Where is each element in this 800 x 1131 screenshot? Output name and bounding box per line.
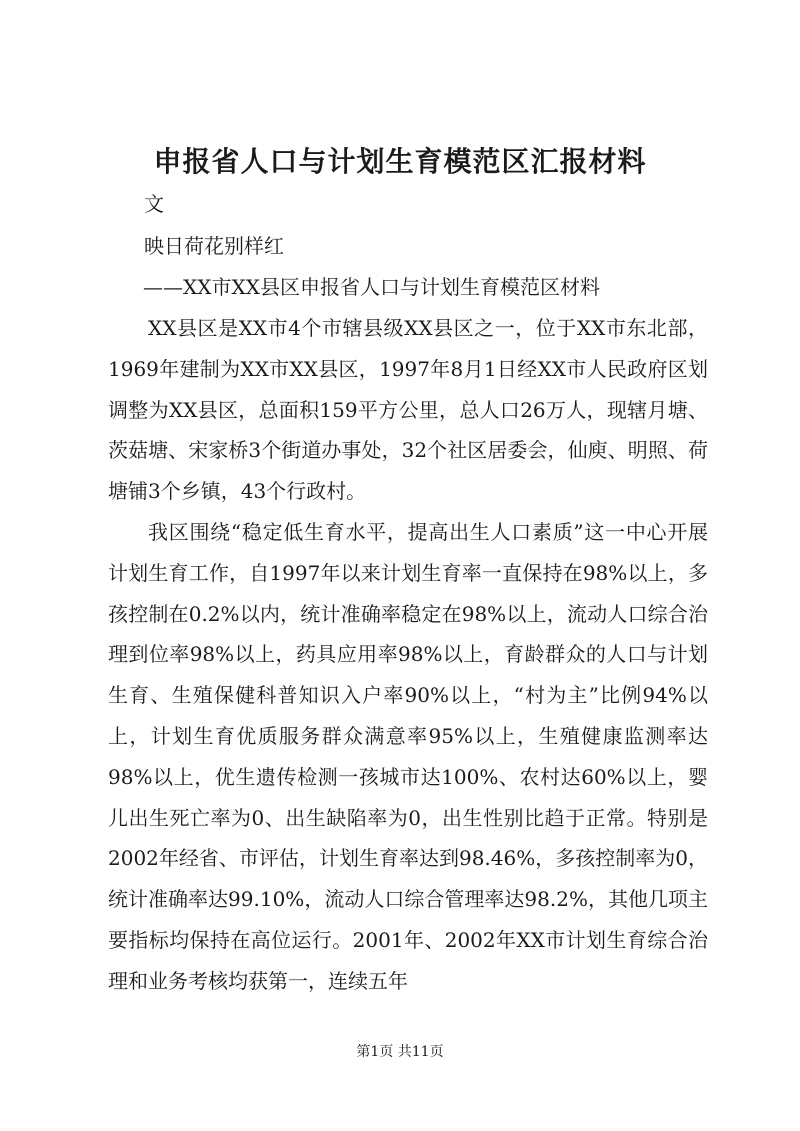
paragraph-family-planning-results: 我区围绕“稳定低生育水平，提高出生人口素质”这一中心开展计划生育工作，自1997年以来计划生育率一直保持在98%以上，多孩控制在0.2%以内，统计准确率稳定在98%以上，流动人口综合治理到位率98%以上，药具应用率98%以上，育龄群众的人口与计划生育、生殖保健科普知识入户率90%以上，“村为主”比例94%以上，计划生育优质服务群众满意率95%以上，生殖健康监测率达98%以上，优生遗传检测一孩城市达100%、农村达60%以上，婴儿出生死亡率为0、出生缺陷率为0，出生性别比趋于正常。特别是2002年经省、市评估，计划生育率达到98.46%，多孩控制率为0，统计准确率达99.10%，流动人口综合管理率达98.2%，其他几项主要指标均保持在高位运行。2001年、2002年XX市计划生育综合治理和业务考核均获第一，连续五年: [108, 520, 708, 993]
document-title: 申报省人口与计划生育模范区汇报材料: [153, 145, 647, 178]
subtitle-description: ——XX市XX县区申报省人口与计划生育模范区材料: [143, 275, 600, 299]
subtitle-motto: 映日荷花别样红: [144, 234, 284, 258]
page-footer: 第1页 共11页: [356, 1044, 444, 1060]
paragraph-district-overview: XX县区是XX市4个市辖县级XX县区之一，位于XX市东北部，1969年建制为XX市XX县区，1997年8月1日经XX市人民政府区划调整为XX县区，总面积159平方公里，总人口26万人，现辖月塘、茨菇塘、宋家桥3个街道办事处，32个社区居委会，仙庾、明照、荷塘铺3个乡镇，43个行政村。: [108, 316, 708, 504]
byline: 文: [144, 192, 164, 216]
